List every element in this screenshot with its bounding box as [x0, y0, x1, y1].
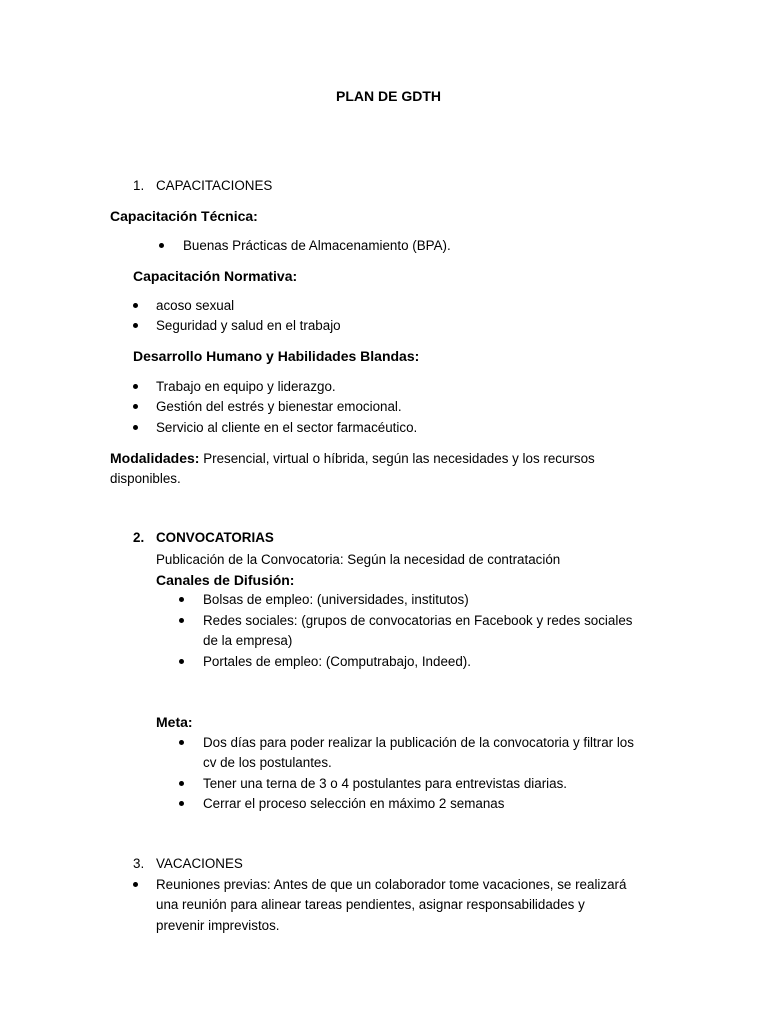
- list-item: Redes sociales: (grupos de convocatorias en Facebook y redes sociales: [203, 613, 633, 628]
- modalidades-line-2: disponibles.: [110, 471, 181, 486]
- section-1-heading: CAPACITACIONES: [156, 178, 273, 193]
- bullet-icon: [179, 659, 184, 664]
- list-item: Dos días para poder realizar la publicación de la convocatoria y filtrar los: [203, 735, 634, 750]
- bullet-icon: [133, 323, 138, 328]
- bullet-icon: [179, 781, 184, 786]
- list-item: Portales de empleo: (Computrabajo, Indeed).: [203, 654, 471, 669]
- list-item: Reuniones previas: Antes de que un colaborador tome vacaciones, se realizará: [156, 877, 627, 892]
- list-item: Tener una terna de 3 o 4 postulantes para entrevistas diarias.: [203, 776, 568, 791]
- modalidades-line-1: [110, 448, 595, 469]
- list-item-continuation: una reunión para alinear tareas pendientes, asignar responsabilidades y: [156, 897, 585, 912]
- list-item-continuation: de la empresa): [203, 633, 293, 648]
- list-item: Buenas Prácticas de Almacenamiento (BPA).: [183, 238, 451, 253]
- list-item: Bolsas de empleo: (universidades, institutos): [203, 592, 469, 607]
- bullet-icon: [179, 740, 184, 745]
- list-item-continuation: prevenir imprevistos.: [156, 918, 280, 933]
- bullet-icon: [133, 384, 138, 389]
- section-2-heading: CONVOCATORIAS: [156, 530, 274, 545]
- bullet-icon: [179, 801, 184, 806]
- bullet-icon: [133, 303, 138, 308]
- page-title: PLAN DE GDTH: [336, 88, 441, 104]
- modalidades-text: Presencial, virtual o híbrida, según las necesidades y los recursos: [203, 451, 595, 466]
- bullet-icon: [179, 618, 184, 623]
- list-item: Servicio al cliente en el sector farmacéutico.: [156, 420, 418, 435]
- capacitacion-normativa-heading: Capacitación Normativa:: [133, 268, 298, 284]
- publicacion-text: Publicación de la Convocatoria: Según la necesidad de contratación: [156, 552, 561, 567]
- list-item: Gestión del estrés y bienestar emocional.: [156, 399, 402, 414]
- bullet-icon: [159, 243, 164, 248]
- modalidades-label: Modalidades:: [110, 450, 200, 466]
- list-item: Seguridad y salud en el trabajo: [156, 318, 341, 333]
- section-1-number: 1.: [133, 178, 145, 193]
- section-2-number: 2.: [133, 530, 145, 545]
- capacitacion-tecnica-heading: Capacitación Técnica:: [110, 208, 258, 224]
- list-item: acoso sexual: [156, 298, 235, 313]
- habilidades-blandas-heading: Desarrollo Humano y Habilidades Blandas:: [133, 348, 420, 364]
- canales-heading: Canales de Difusión:: [156, 572, 295, 588]
- bullet-icon: [133, 425, 138, 430]
- bullet-icon: [133, 404, 138, 409]
- list-item: Trabajo en equipo y liderazgo.: [156, 379, 336, 394]
- bullet-icon: [179, 597, 184, 602]
- section-3-number: 3.: [133, 856, 145, 871]
- meta-heading: Meta:: [156, 714, 193, 730]
- bullet-icon: [133, 882, 138, 887]
- section-3-heading: VACACIONES: [156, 856, 243, 871]
- list-item: Cerrar el proceso selección en máximo 2 semanas: [203, 796, 505, 811]
- list-item-continuation: cv de los postulantes.: [203, 755, 332, 770]
